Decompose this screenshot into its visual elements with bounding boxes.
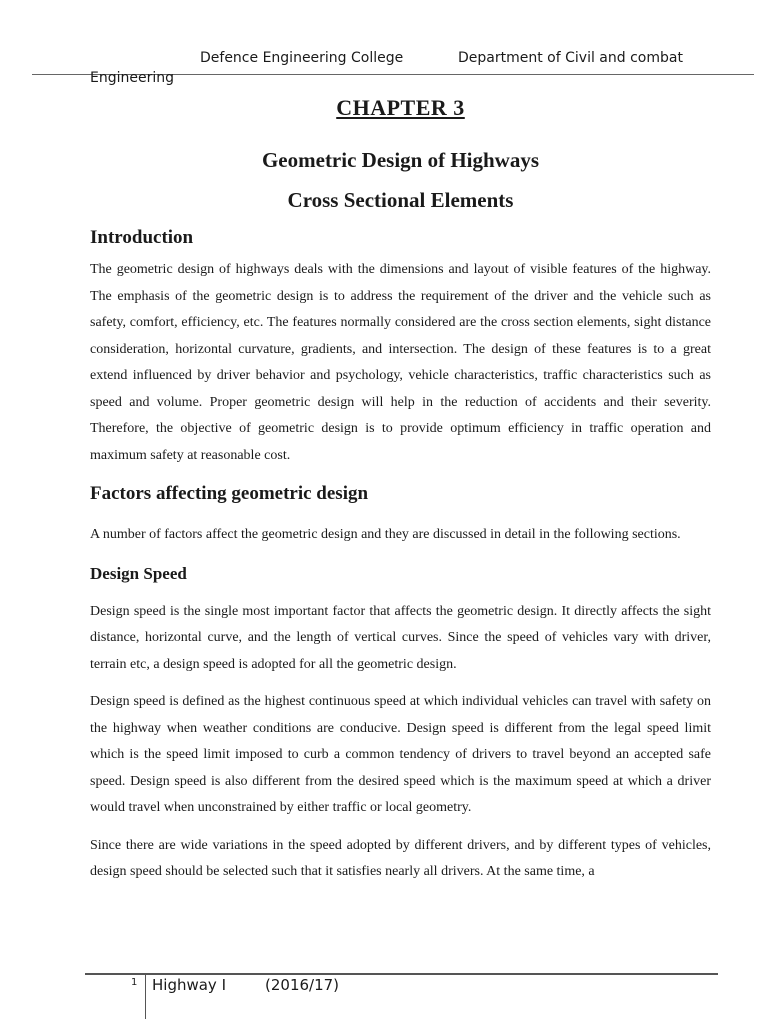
page-number: 1 bbox=[131, 977, 138, 988]
design-speed-paragraph-3: Since there are wide variations in the speed adopted by different drivers, and by different types of vehicles, design speed should be selected such that it satisfies nearly all drivers. At the same time, a bbox=[90, 837, 711, 879]
chapter-heading: CHAPTER 3 bbox=[336, 95, 465, 120]
introduction-heading: Introduction bbox=[90, 227, 194, 248]
footer-course: Highway I bbox=[152, 976, 227, 994]
footer-divider bbox=[145, 974, 146, 1019]
page-footer bbox=[0, 965, 768, 1024]
header-department: Department of Civil and combat bbox=[458, 50, 683, 66]
header-department-continued: Engineering bbox=[90, 70, 174, 86]
factors-paragraph: A number of factors affect the geometric design and they are discussed in detail in the following sections. bbox=[90, 527, 681, 542]
document-body bbox=[90, 94, 711, 886]
page-header bbox=[0, 0, 768, 90]
footer-rule bbox=[85, 973, 718, 975]
footer-year: (2016/17) bbox=[265, 976, 340, 994]
document-title: Geometric Design of Highways bbox=[261, 148, 540, 172]
design-speed-heading: Design Speed bbox=[90, 563, 187, 583]
introduction-paragraph: The geometric design of highways deals with the dimensions and layout of visible features of the highway. The emphasis of the geometric design is to address the requirement of the driver and the vehicle such as safety, comfort, efficiency, etc. The features normally considered are the cross section elements, sight distance consideration, horizontal curvature, gradients, and intersection. The design of these features is to a great extend influenced by driver behavior and psychology, vehicle characteristics, traffic characteristics such as speed and volume. Proper geometric design will help in the reduction of accidents and their severity. Therefore, the objective of geometric design is to provide optimum efficiency in traffic operation and maximum safety at reasonable cost. bbox=[90, 262, 711, 463]
design-speed-paragraph-1: Design speed is the single most important factor that affects the geometric design. It directly affects the sight distance, horizontal curve, and the length of vertical curves. Since the speed of vehicles vary with driver, terrain etc, a design speed is adopted for all the geometric design. bbox=[90, 603, 711, 672]
factors-heading: Factors affecting geometric design bbox=[90, 483, 369, 504]
header-college: Defence Engineering College bbox=[200, 50, 404, 66]
design-speed-paragraph-2: Design speed is defined as the highest continuous speed at which individual vehicles can travel with safety on the highway when weather conditions are conducive. Design speed is different from the legal speed limit which is the speed limit imposed to curb a common tendency of drivers to travel beyond an accepted safe speed. Design speed is also different from the desired speed which is the maximum speed at which a driver would travel when unconstrained by either traffic or local geometry. bbox=[90, 694, 711, 815]
document-subtitle: Cross Sectional Elements bbox=[287, 188, 514, 212]
